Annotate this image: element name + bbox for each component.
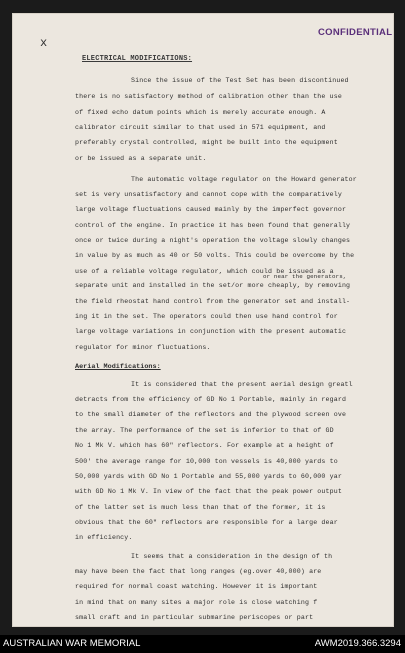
text-line: of the latter set is much less than that of the former, it is — [75, 503, 326, 511]
text-line: the field rheostat hand control from the generator set and install- — [75, 297, 351, 305]
text-line: obvious that the 60" reflectors are responsible for a large dear — [75, 519, 338, 527]
archive-footer — [0, 635, 405, 653]
text-line: the array. The performance of the set is inferior to that of GD — [75, 426, 334, 434]
document-page — [13, 14, 393, 626]
text-line: in value by as much as 40 or 50 volts. This could be overcome by the — [75, 252, 355, 260]
text-line: with GD No 1 Mk V. In view of the fact that the peak power output — [75, 488, 342, 496]
text-line: ing it in the set. The operators could then use hand control for — [75, 312, 338, 320]
text-line: calibrator circuit similar to that used in 571 equipment, and — [75, 124, 326, 131]
handwritten-insertion: or near the generators, — [263, 273, 347, 281]
text-line: control of the engine. In practice it has been found that generally — [75, 221, 351, 229]
text-line: regulator for minor fluctuations. — [75, 343, 211, 351]
institution-name: AUSTRALIAN WAR MEMORIAL — [3, 638, 141, 649]
text-line: use of a reliable voltage regulator, which could be issued as a — [75, 267, 334, 275]
text-line: No 1 Mk V. which has 60" reflectors. For example at a height of — [75, 442, 334, 450]
section-heading: ELECTRICAL MODIFICATIONS: — [82, 55, 193, 63]
text-line: It is considered that the present aerial design greatl — [131, 380, 353, 388]
margin-mark: x — [40, 36, 48, 50]
catalogue-id: AWM2019.366.3294 — [314, 638, 401, 649]
text-line: separate unit and installed in the set/or more cheaply, by removing — [75, 282, 351, 290]
text-line: It seems that a consideration in the design of th — [131, 552, 333, 560]
text-line: there is no satisfactory method of calibration other than the use — [75, 93, 342, 101]
text-line: or be issued as a separate unit. — [75, 154, 207, 162]
text-line: in mind that on many sites a major role is close watching f — [75, 598, 318, 606]
text-line: 500' the average range for 10,000 ton vessels is 40,000 yards to — [75, 457, 338, 465]
text-line: 50,000 yards with GD No 1 Portable and 55,000 yards to 60,000 yar — [75, 472, 342, 480]
text-line: to the small diameter of the reflectors and the plywood screen ove — [75, 411, 347, 419]
text-line: Since the issue of the Test Set has been discontinued — [131, 77, 349, 84]
text-line: may have been the fact that long ranges (eg.over 40,000) are — [75, 567, 322, 575]
text-line: large voltage variations in conjunction with the present automatic — [75, 328, 347, 336]
text-line: set is very unsatisfactory and cannot cope with the comparatively — [75, 190, 342, 198]
confidential-stamp: CONFIDENTIAL — [318, 27, 393, 38]
text-line: small craft and in particular submarine periscopes or part — [75, 614, 314, 621]
subheading: Aerial Modifications: — [75, 362, 161, 371]
text-line: The automatic voltage regulator on the Howard generator — [131, 175, 357, 183]
text-line: preferably crystal controlled, might be built into the equipment — [75, 139, 338, 147]
text-line: detracts from the efficiency of GD No 1 Portable, mainly in regard — [75, 396, 347, 404]
text-line: large voltage fluctuations caused mainly by the imperfect governor — [75, 206, 347, 214]
text-line: required for normal coast watching. However it is important — [75, 583, 318, 591]
text-line: of fixed echo datum points which is merely accurate enough. A — [75, 108, 326, 116]
text-line: in efficiency. — [75, 534, 133, 542]
text-line: once or twice during a night's operation the voltage slowly changes — [75, 237, 351, 244]
